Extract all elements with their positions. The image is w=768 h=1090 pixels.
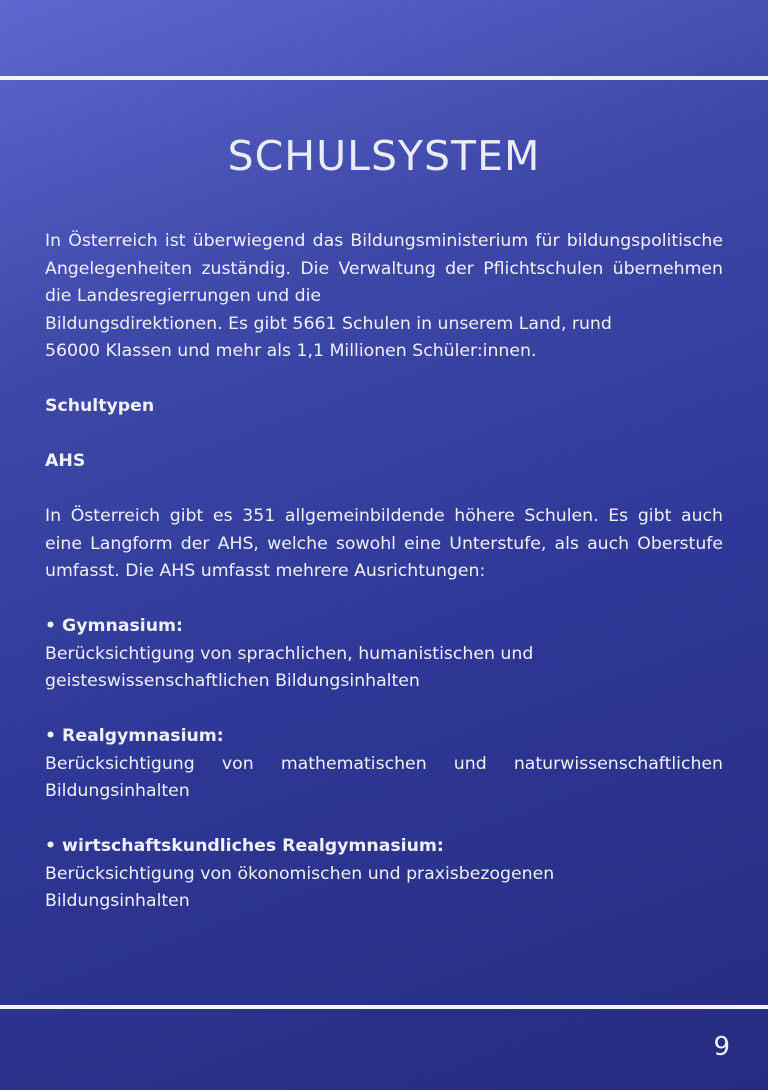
- type-label: • Realgymnasium:: [45, 726, 224, 746]
- section-heading: Schultypen: [45, 396, 155, 416]
- document-body: [45, 228, 723, 916]
- intro-paragraph-justified: In Österreich ist überwiegend das Bildungsministerium für bildungspolitische Angelegenheiten zuständig. Die Verwaltung der Pflichtschulen übernehmen die Landesregierrungen und die: [45, 231, 723, 306]
- page-title: SCHULSYSTEM: [227, 132, 541, 180]
- type-description-line: Bildungsinhalten: [45, 891, 190, 911]
- type-label: • wirtschaftskundliches Realgymnasium:: [45, 836, 444, 856]
- type-description: Berücksichtigung von mathematischen und naturwissenschaftlichen Bildungsinhalten: [45, 753, 723, 801]
- ahs-paragraph: In Österreich gibt es 351 allgemeinbildende höhere Schulen. Es gibt auch eine Langform der AHS, welche sowohl eine Unterstufe, als auch Oberstufe umfasst. Die AHS umfasst mehrere Ausrichtungen:: [45, 506, 723, 581]
- intro-line: Bildungsdirektionen. Es gibt 5661 Schulen in unserem Land, rund: [45, 313, 612, 334]
- page-number: 9: [713, 1032, 730, 1062]
- bottom-divider: [0, 1005, 768, 1009]
- subsection-heading: AHS: [45, 451, 86, 471]
- type-label: • Gymnasium:: [45, 616, 183, 636]
- type-description-line: Berücksichtigung von sprachlichen, humanistischen und: [45, 643, 534, 664]
- type-description-line: geisteswissenschaftlichen Bildungsinhalten: [45, 671, 420, 691]
- top-divider: [0, 76, 768, 80]
- intro-line: 56000 Klassen und mehr als 1,1 Millionen Schüler:innen.: [45, 341, 537, 361]
- type-description-line: Berücksichtigung von ökonomischen und praxisbezogenen: [45, 863, 555, 884]
